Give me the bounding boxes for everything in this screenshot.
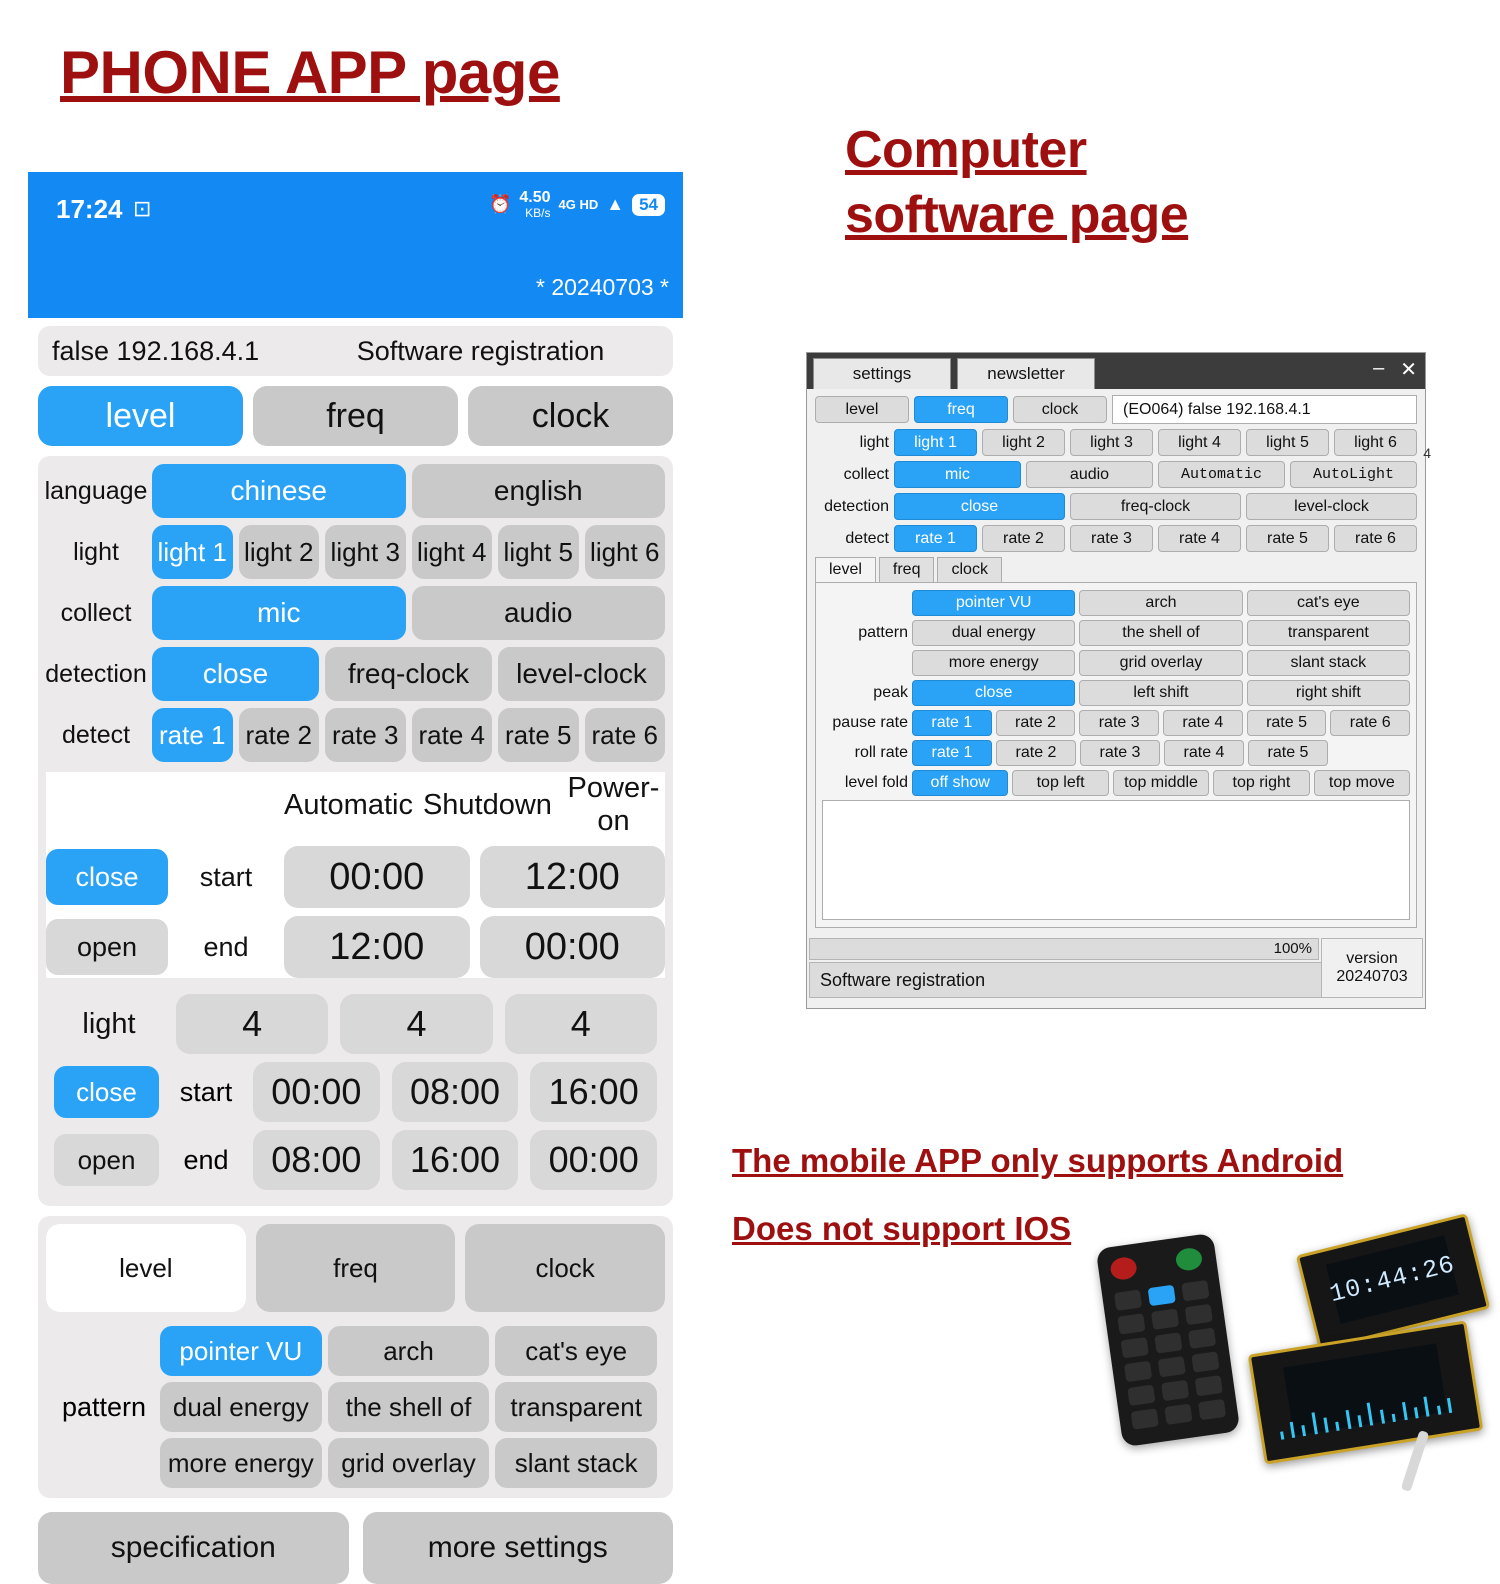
detection-freq-clock[interactable]: freq-clock <box>325 647 492 701</box>
window-tab-newsletter[interactable]: newsletter <box>957 358 1095 389</box>
row-detection <box>46 647 665 701</box>
pattern-transparent[interactable]: transparent <box>495 1382 657 1432</box>
pc-label-pause-rate: pause rate <box>832 714 908 731</box>
phone-app-heading: PHONE APP page <box>60 39 560 106</box>
language-chinese[interactable]: chinese <box>152 464 406 518</box>
pc-pattern-arch[interactable]: arch <box>1079 590 1242 616</box>
pc-light-3[interactable]: light 3 <box>1070 429 1153 456</box>
phone-pattern-grid <box>46 1318 665 1496</box>
pc-pause-rate-1[interactable]: rate 1 <box>912 710 992 736</box>
close-button[interactable]: ✕ <box>1400 359 1417 381</box>
ios-unsupported-note: Does not support IOS <box>732 1210 1072 1247</box>
light-value-3[interactable]: 4 <box>505 994 657 1054</box>
more-settings-button[interactable]: more settings <box>363 1512 674 1584</box>
computer-software-window <box>806 352 1431 1009</box>
pc-light-5[interactable]: light 5 <box>1246 429 1329 456</box>
pc-panel-tab-clock[interactable]: clock <box>937 557 1001 582</box>
timer-mode-open[interactable]: open <box>46 919 168 975</box>
firmware-date: * 20240703 * <box>535 274 669 300</box>
pc-roll-rate-4[interactable]: rate 4 <box>1164 740 1244 766</box>
window-edge-marker: 4 <box>1423 445 1431 461</box>
device-ip: false 192.168.4.1 <box>52 335 260 366</box>
light-end-3[interactable]: 00:00 <box>530 1130 657 1190</box>
pc-tab-level[interactable]: level <box>815 396 909 423</box>
pc-light-1[interactable]: light 1 <box>894 429 977 456</box>
software-registration-label[interactable]: Software registration <box>356 335 605 366</box>
timer-edge-start: start <box>199 861 253 892</box>
pc-pattern-row <box>822 590 1410 676</box>
phone-light-schedule <box>46 986 665 1198</box>
pc-pattern-dual-energy[interactable]: dual energy <box>912 620 1075 646</box>
light-end-1[interactable]: 08:00 <box>253 1130 380 1190</box>
device-clock-text: 10:44:26 <box>1326 1249 1458 1309</box>
version-label: version <box>1346 950 1398 967</box>
pc-panel-body <box>815 582 1417 928</box>
pc-label-peak: peak <box>873 684 908 701</box>
light-schedule-label: light <box>82 1007 136 1040</box>
light-3[interactable]: light 3 <box>325 525 406 579</box>
pc-roll-rate-5[interactable]: rate 5 <box>1248 740 1328 766</box>
pc-level-fold-top-move[interactable]: top move <box>1314 770 1410 796</box>
pc-status-area <box>807 938 1425 1008</box>
timer-row-start <box>46 846 665 908</box>
detection-level-clock[interactable]: level-clock <box>498 647 665 701</box>
ir-remote <box>1096 1233 1241 1447</box>
light-1[interactable]: light 1 <box>152 525 233 579</box>
pattern-label: pattern <box>61 1391 147 1422</box>
row-label-collect: collect <box>60 598 132 627</box>
display-tab-clock[interactable]: clock <box>465 1224 665 1312</box>
pc-label-collect: collect <box>843 465 889 483</box>
pc-level-fold-top-middle[interactable]: top middle <box>1113 770 1209 796</box>
pc-row-pause-rate <box>822 710 1410 736</box>
pattern-pointer-vu[interactable]: pointer VU <box>160 1326 322 1376</box>
pc-level-fold-top-left[interactable]: top left <box>1012 770 1108 796</box>
screenshot-icon: ⊡ <box>133 196 152 221</box>
pattern-dual-energy[interactable]: dual energy <box>160 1382 322 1432</box>
pattern-more-energy[interactable]: more energy <box>160 1438 322 1488</box>
phone-settings-panel <box>38 456 673 1206</box>
pc-pattern-more-energy[interactable]: more energy <box>912 650 1075 676</box>
pc-peak-close[interactable]: close <box>912 680 1075 706</box>
pc-roll-rate-2[interactable]: rate 2 <box>996 740 1076 766</box>
minimize-button[interactable]: – <box>1373 357 1385 379</box>
phone-display-tabs <box>46 1224 665 1312</box>
timer-poweron-end[interactable]: 00:00 <box>480 916 666 978</box>
pc-pattern-cats-eye[interactable]: cat's eye <box>1247 590 1410 616</box>
pc-level-fold-off-show[interactable]: off show <box>912 770 1008 796</box>
light-6[interactable]: light 6 <box>585 525 666 579</box>
collect-mic[interactable]: mic <box>152 586 406 640</box>
pc-collect-autolight[interactable]: AutoLight <box>1290 461 1417 488</box>
collect-audio[interactable]: audio <box>412 586 666 640</box>
status-indicators <box>489 190 665 219</box>
phone-timer-section <box>46 772 665 978</box>
timer-row-end <box>46 916 665 978</box>
pc-collect-audio[interactable]: audio <box>1026 461 1153 488</box>
device-photo <box>1105 1225 1475 1490</box>
light-row-start <box>54 1062 657 1122</box>
timer-shutdown-start[interactable]: 00:00 <box>284 846 470 908</box>
pc-detection-level-clock[interactable]: level-clock <box>1246 493 1417 520</box>
device-screen-clock <box>1326 1235 1459 1324</box>
row-label-light: light <box>73 537 119 566</box>
timer-header-automatic: Automatic <box>284 788 413 821</box>
light-start-2[interactable]: 08:00 <box>392 1062 519 1122</box>
pc-row-detection <box>815 493 1417 520</box>
timer-header-shutdown: Shutdown <box>422 788 552 821</box>
pc-tab-clock[interactable]: clock <box>1013 396 1107 423</box>
pc-detect-rate-2[interactable]: rate 2 <box>982 525 1065 552</box>
pc-roll-rate-3[interactable]: rate 3 <box>1080 740 1160 766</box>
phone-mode-tabs <box>38 386 673 446</box>
pc-row-light <box>815 429 1417 456</box>
pc-detection-close[interactable]: close <box>894 493 1065 520</box>
pc-label-level-fold: level fold <box>844 774 908 791</box>
pc-collect-mic[interactable]: mic <box>894 461 1021 488</box>
timer-edge-end: end <box>203 931 249 962</box>
pc-label-detection: detection <box>824 497 889 515</box>
light-value-1[interactable]: 4 <box>176 994 328 1054</box>
network-speed: 4.50 KB/s <box>519 189 551 220</box>
pc-panel-tab-level[interactable]: level <box>815 557 876 582</box>
pc-collect-automatic[interactable]: Automatic <box>1158 461 1285 488</box>
pc-tab-freq[interactable]: freq <box>914 396 1008 423</box>
pc-pause-rate-6[interactable]: rate 6 <box>1330 710 1410 736</box>
detect-rate-5[interactable]: rate 5 <box>498 708 579 762</box>
pc-detect-rate-4[interactable]: rate 4 <box>1158 525 1241 552</box>
pc-label-detect: detect <box>845 529 889 547</box>
pc-detection-freq-clock[interactable]: freq-clock <box>1070 493 1241 520</box>
pc-row-detect <box>815 525 1417 552</box>
pc-detect-rate-3[interactable]: rate 3 <box>1070 525 1153 552</box>
phone-display-panel <box>38 1216 673 1498</box>
pc-light-4[interactable]: light 4 <box>1158 429 1241 456</box>
window-tab-settings[interactable]: settings <box>813 358 951 389</box>
phone-app-screenshot <box>28 172 683 1564</box>
pattern-grid-overlay[interactable]: grid overlay <box>328 1438 490 1488</box>
timer-poweron-start[interactable]: 12:00 <box>480 846 666 908</box>
light-2[interactable]: light 2 <box>239 525 320 579</box>
light-5[interactable]: light 5 <box>498 525 579 579</box>
version-value: 20240703 <box>1336 968 1408 985</box>
language-english[interactable]: english <box>412 464 666 518</box>
tab-clock[interactable]: clock <box>468 386 673 446</box>
timer-shutdown-end[interactable]: 12:00 <box>284 916 470 978</box>
version-box <box>1321 938 1423 998</box>
alarm-icon: ⏰ <box>488 194 512 215</box>
detect-rate-2[interactable]: rate 2 <box>239 708 320 762</box>
pc-detect-rate-6[interactable]: rate 6 <box>1334 525 1417 552</box>
light-row-end <box>54 1130 657 1190</box>
pattern-arch[interactable]: arch <box>328 1326 490 1376</box>
pc-peak-right-shift[interactable]: right shift <box>1247 680 1410 706</box>
status-time: 17:24 <box>56 194 123 224</box>
pc-pause-rate-2[interactable]: rate 2 <box>996 710 1076 736</box>
detect-rate-6[interactable]: rate 6 <box>585 708 666 762</box>
vu-meter-device-spectrum <box>1248 1320 1484 1464</box>
pc-content <box>807 389 1425 928</box>
phone-bottom-buttons <box>38 1512 673 1584</box>
display-tab-freq[interactable]: freq <box>256 1224 456 1312</box>
tab-level[interactable]: level <box>38 386 243 446</box>
network-type: 4G HD <box>558 196 599 212</box>
window-titlebar <box>807 353 1425 389</box>
pc-row-roll-rate <box>822 740 1410 766</box>
row-detect <box>46 708 665 762</box>
light-start-1[interactable]: 00:00 <box>253 1062 380 1122</box>
light-values-row <box>54 994 657 1054</box>
phone-firmware-bar <box>28 264 683 318</box>
pc-row-peak <box>822 680 1410 706</box>
timer-header-poweron: Power-on <box>567 772 660 837</box>
detect-rate-3[interactable]: rate 3 <box>325 708 406 762</box>
pc-pause-rate-3[interactable]: rate 3 <box>1079 710 1159 736</box>
pc-pattern-grid-overlay[interactable]: grid overlay <box>1079 650 1242 676</box>
pc-detect-rate-1[interactable]: rate 1 <box>894 525 977 552</box>
pc-pattern-pointer-vu[interactable]: pointer VU <box>912 590 1075 616</box>
pc-level-fold-top-right[interactable]: top right <box>1213 770 1309 796</box>
detect-rate-1[interactable]: rate 1 <box>152 708 233 762</box>
pc-detect-rate-5[interactable]: rate 5 <box>1246 525 1329 552</box>
battery-level: 54 <box>632 194 665 216</box>
pc-label-roll-rate: roll rate <box>854 744 908 761</box>
tab-freq[interactable]: freq <box>253 386 458 446</box>
detect-rate-4[interactable]: rate 4 <box>412 708 493 762</box>
progress-bar <box>809 938 1319 960</box>
computer-software-heading: Computer software page <box>845 121 1189 244</box>
pc-top-tabs-row <box>815 395 1417 424</box>
pc-pattern-transparent[interactable]: transparent <box>1247 620 1410 646</box>
pattern-slant-stack[interactable]: slant stack <box>495 1438 657 1488</box>
android-support-note: The mobile APP only supports Android <box>732 1142 1344 1179</box>
pc-peak-left-shift[interactable]: left shift <box>1079 680 1242 706</box>
light-edge-start: start <box>179 1076 233 1107</box>
pc-row-level-fold <box>822 770 1410 796</box>
progress-percent: 100% <box>1273 940 1312 957</box>
phone-status-bar <box>28 172 683 264</box>
row-label-language: language <box>44 476 148 505</box>
pattern-cats-eye[interactable]: cat's eye <box>495 1326 657 1376</box>
pc-pause-rate-4[interactable]: rate 4 <box>1163 710 1243 736</box>
pc-empty-area <box>822 800 1410 920</box>
timer-mode-close[interactable]: close <box>46 849 168 905</box>
pc-pattern-label: pattern <box>858 624 908 641</box>
light-mode-close[interactable]: close <box>54 1066 159 1118</box>
light-end-2[interactable]: 16:00 <box>392 1130 519 1190</box>
light-start-3[interactable]: 16:00 <box>530 1062 657 1122</box>
wifi-icon: ▲ <box>606 194 625 215</box>
row-label-detection: detection <box>45 659 147 688</box>
specification-button[interactable]: specification <box>38 1512 349 1584</box>
pc-pattern-slant-stack[interactable]: slant stack <box>1247 650 1410 676</box>
timer-headers <box>46 772 665 838</box>
pc-pause-rate-5[interactable]: rate 5 <box>1247 710 1327 736</box>
registration-row <box>38 326 673 376</box>
light-4[interactable]: light 4 <box>412 525 493 579</box>
pattern-the-shell-of[interactable]: the shell of <box>328 1382 490 1432</box>
pc-light-6[interactable]: light 6 <box>1334 429 1417 456</box>
phone-content <box>28 326 683 1584</box>
pc-row-collect <box>815 461 1417 488</box>
pc-pattern-the-shell-of[interactable]: the shell of <box>1079 620 1242 646</box>
row-light <box>46 525 665 579</box>
light-edge-end: end <box>183 1144 229 1175</box>
row-label-detect: detect <box>61 720 131 749</box>
pc-address-field[interactable]: (EO064) false 192.168.4.1 <box>1112 395 1417 424</box>
pc-panel-tab-freq[interactable]: freq <box>879 557 935 582</box>
detection-close[interactable]: close <box>152 647 319 701</box>
pc-label-light: light <box>859 433 889 451</box>
light-value-2[interactable]: 4 <box>340 994 492 1054</box>
row-language <box>46 464 665 518</box>
pc-roll-rate-1[interactable]: rate 1 <box>912 740 992 766</box>
pc-software-registration[interactable]: Software registration <box>809 962 1329 998</box>
pc-light-2[interactable]: light 2 <box>982 429 1065 456</box>
display-tab-level[interactable]: level <box>46 1224 246 1312</box>
row-collect <box>46 586 665 640</box>
light-mode-open[interactable]: open <box>54 1134 159 1186</box>
pc-panel-tabs <box>815 557 1417 582</box>
